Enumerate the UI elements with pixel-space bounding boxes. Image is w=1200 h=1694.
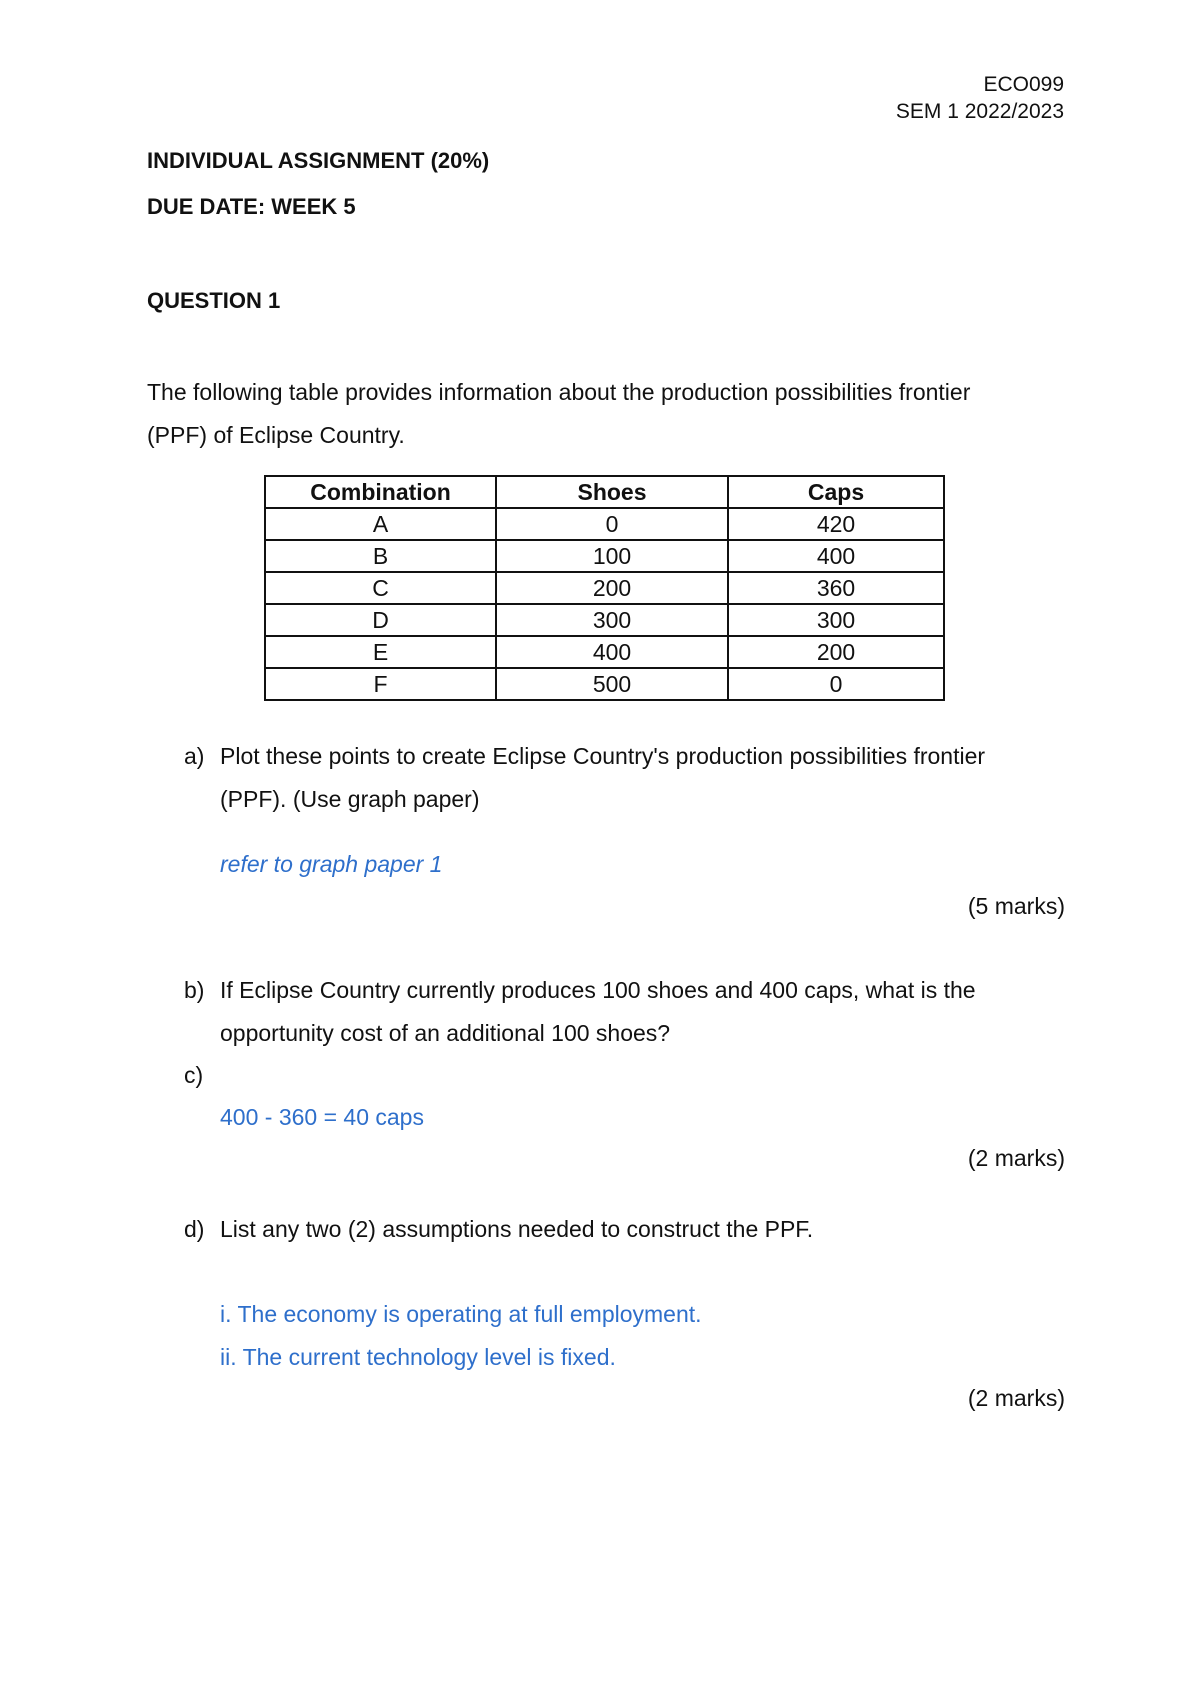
ppf-table — [264, 475, 945, 701]
part-d-answer-2: ii. The current technology level is fixed. — [220, 1344, 616, 1370]
table-cell: 400 — [728, 540, 944, 572]
part-c-label: c) — [184, 1062, 204, 1088]
table-cell: 200 — [496, 572, 728, 604]
course-code: ECO099 — [983, 73, 1064, 96]
part-d-answer-1: i. The economy is operating at full employment. — [220, 1301, 702, 1327]
table-row — [265, 572, 944, 604]
table-cell: 300 — [496, 604, 728, 636]
table-cell: 500 — [496, 668, 728, 700]
semester: SEM 1 2022/2023 — [895, 100, 1064, 123]
table-cell: 100 — [496, 540, 728, 572]
table-cell: E — [265, 636, 496, 668]
table-cell: 200 — [728, 636, 944, 668]
part-c-marks: (2 marks) — [967, 1145, 1065, 1171]
due-date: DUE DATE: WEEK 5 — [147, 194, 356, 219]
assignment-title: INDIVIDUAL ASSIGNMENT (20%) — [147, 148, 490, 173]
table-row — [265, 604, 944, 636]
part-c-answer: 400 - 360 = 40 caps — [220, 1104, 424, 1130]
table-cell: 300 — [728, 604, 944, 636]
table-cell: 360 — [728, 572, 944, 604]
part-a-label: a) — [184, 743, 205, 769]
table-cell: 0 — [496, 508, 728, 540]
table-row — [265, 508, 944, 540]
table-cell: 420 — [728, 508, 944, 540]
table-cell: B — [265, 540, 496, 572]
part-b-label: b) — [184, 977, 205, 1003]
table-cell: D — [265, 604, 496, 636]
table-row — [265, 540, 944, 572]
part-d-marks: (2 marks) — [967, 1385, 1065, 1411]
table-cell: 0 — [728, 668, 944, 700]
table-cell: 400 — [496, 636, 728, 668]
column-header: Caps — [728, 476, 944, 508]
part-a-line-2: (PPF). (Use graph paper) — [220, 786, 480, 812]
part-b-line-2: opportunity cost of an additional 100 shoes? — [220, 1020, 671, 1046]
table-cell: F — [265, 668, 496, 700]
part-d-line-1: List any two (2) assumptions needed to construct the PPF. — [220, 1216, 814, 1242]
intro-line-1: The following table provides information about the production possibilities frontier — [147, 379, 971, 405]
part-a-answer: refer to graph paper 1 — [220, 851, 443, 877]
column-header: Shoes — [496, 476, 728, 508]
table-cell: C — [265, 572, 496, 604]
column-header: Combination — [265, 476, 496, 508]
intro-line-2: (PPF) of Eclipse Country. — [147, 422, 405, 448]
part-a-line-1: Plot these points to create Eclipse Country's production possibilities frontier — [220, 743, 986, 769]
part-b-line-1: If Eclipse Country currently produces 100 shoes and 400 caps, what is the — [220, 977, 976, 1003]
part-a-marks: (5 marks) — [967, 893, 1065, 919]
part-d-label: d) — [184, 1216, 205, 1242]
table-header-row — [265, 476, 944, 508]
table-cell: A — [265, 508, 496, 540]
table-row — [265, 636, 944, 668]
table-row — [265, 668, 944, 700]
question-heading: QUESTION 1 — [147, 288, 281, 313]
